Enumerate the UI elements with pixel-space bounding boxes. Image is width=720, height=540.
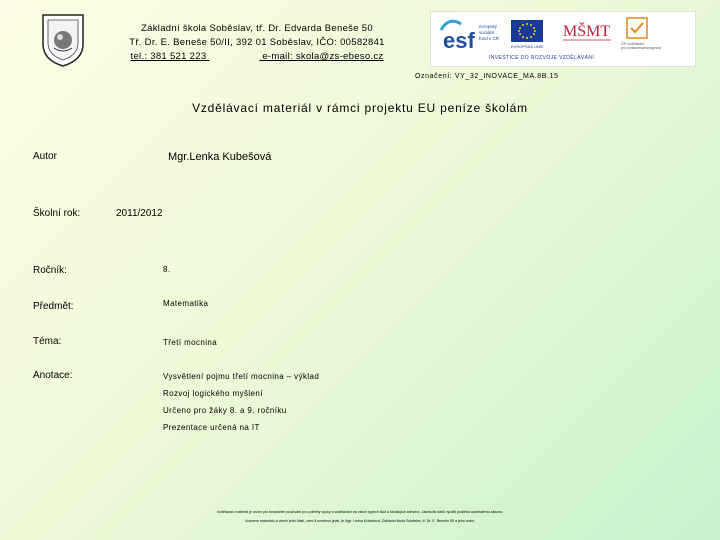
annotation-line: Určeno pro žáky 8. a 9. ročníku: [163, 406, 287, 415]
topic-value: Třetí mocnina: [163, 338, 218, 347]
svg-text:EVROPSKÁ UNIE: EVROPSKÁ UNIE: [511, 44, 544, 49]
op-logo: [621, 18, 661, 50]
eu-tagline: INVESTICE DO ROZVOJE VZDĚLÁVÁNÍ: [489, 55, 595, 61]
annotation-line: Rozvoj logického myšlení: [163, 389, 263, 398]
school-name: Základní škola Soběslav, tř. Dr. Edvarda Beneše 50: [141, 23, 373, 34]
eu-logos: [430, 11, 696, 67]
subject-value: Matematika: [163, 299, 209, 308]
svg-text:sociální: sociální: [479, 30, 495, 35]
svg-text:fond v ČR: fond v ČR: [479, 36, 500, 41]
year-value: 2011/2012: [116, 208, 163, 219]
grade-label: Ročník:: [33, 265, 67, 276]
school-phone: tel.: 381 521 223: [130, 51, 207, 62]
subject-label: Předmět:: [33, 301, 74, 312]
grade-value: 8.: [163, 265, 171, 274]
svg-text:pro konkurenceschopnost: pro konkurenceschopnost: [621, 46, 662, 50]
svg-text:MŠMT: MŠMT: [563, 23, 611, 40]
school-logo: [40, 12, 86, 68]
svg-text:OP Vzdělávání: OP Vzdělávání: [621, 42, 645, 46]
svg-text:esf: esf: [443, 28, 475, 53]
school-email: e-mail: skola@zs-ebeso.cz: [262, 51, 384, 62]
esf-logo: [441, 21, 500, 53]
topic-label: Téma:: [33, 336, 62, 347]
footer-note: [140, 508, 580, 526]
annotation-line: Vysvětlení pojmu třetí mocnina – výklad: [163, 372, 320, 381]
annotation-line: Prezentace určená na IT: [163, 423, 260, 432]
school-info: [112, 22, 402, 64]
eu-flag: [511, 20, 544, 49]
annotation-label: Anotace:: [33, 370, 73, 381]
footer-line: Vzdělávací materiál je určen pro bezplatné používání pro potřeby výuky a vzdělávání na všech typech škol a školských zařízení. Jakékoliv další využití podléhá autorskému zákonu.: [216, 510, 504, 514]
author-value: Mgr.Lenka Kubešová: [168, 151, 272, 163]
school-contacts: [112, 50, 402, 64]
footer-line: Autorem materiálu a všech jeho částí, není-li uvedeno jinak, je Mgr. Lenka Kubešová. Základní škola Soběslav, tř. Dr. E. Beneše 50 a jeho autor.: [245, 519, 475, 523]
msmt-logo: [563, 21, 611, 40]
svg-text:evropský: evropský: [479, 24, 498, 29]
author-label: Autor: [33, 151, 57, 162]
page-title: Vzdělávací materiál v rámci projektu EU peníze školám: [192, 101, 528, 115]
school-address: Tř. Dr. E. Beneše 50/II, 392 01 Soběslav, IČO: 00582841: [129, 37, 385, 48]
year-label: Školní rok:: [33, 208, 81, 219]
material-code: Označení: VY_32_INOVACE_MA.8B.15: [415, 73, 559, 80]
